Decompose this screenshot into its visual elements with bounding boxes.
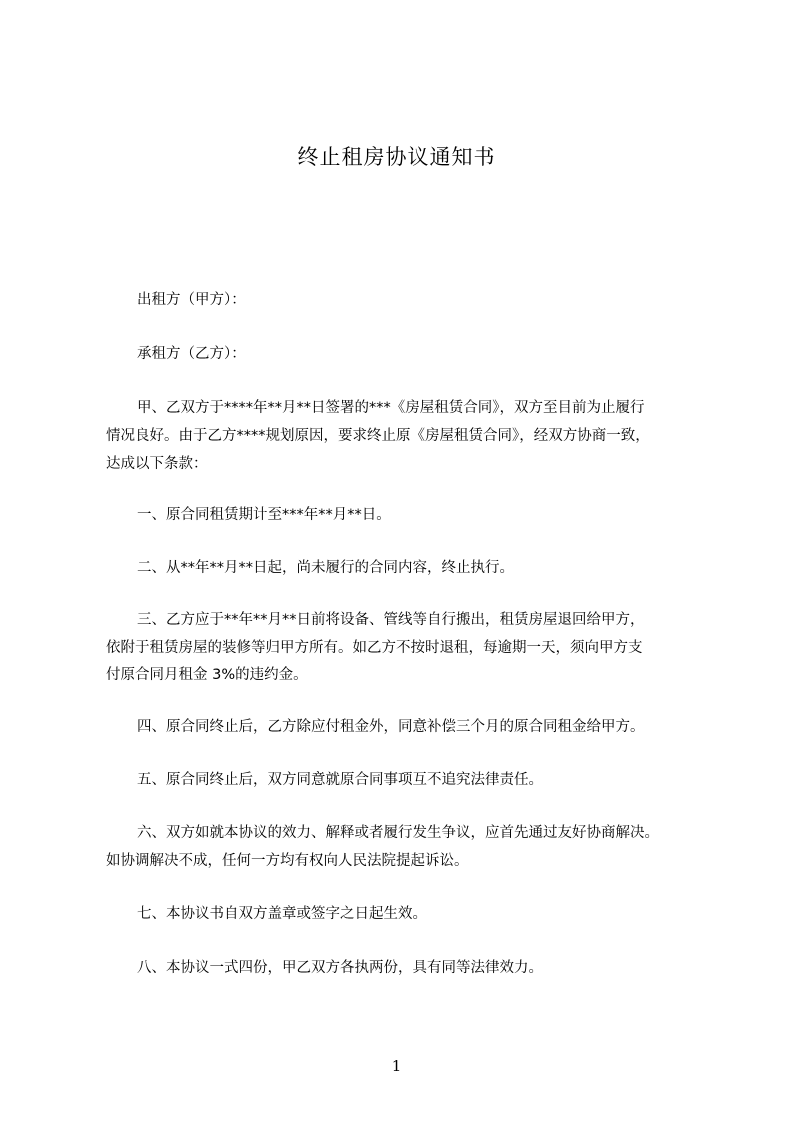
document-title: 终止租房协议通知书 (297, 145, 496, 169)
clause-2: 二、从**年**月**日起，尚未履行的合同内容，终止执行。 (137, 560, 514, 576)
lessor-line: 出租方（甲方）： (137, 292, 246, 308)
clause-3-line-2: 依附于租赁房屋的装修等归甲方所有。如乙方不按时退租，每逾期一天，须向甲方支 (106, 640, 643, 656)
intro-line-3: 达成以下条款： (106, 456, 208, 472)
clause-4: 四、原合同终止后，乙方除应付租金外，同意补偿三个月的原合同租金给甲方。 (137, 719, 645, 735)
clause-6-line-2: 如协调解决不成，任何一方均有权向人民法院提起诉讼。 (106, 853, 469, 869)
clause-8: 八、本协议一式四份，甲乙双方各执两份，具有同等法律效力。 (137, 960, 543, 976)
clause-1: 一、原合同租赁期计至***年**月**日。 (137, 507, 391, 523)
clause-7: 七、本协议书自双方盖章或签字之日起生效。 (137, 906, 427, 922)
intro-line-1: 甲、乙双方于****年**月**日签署的***《房屋租赁合同》，双方至目前为止履行 (137, 400, 645, 416)
intro-line-2: 情况良好。由于乙方****规划原因，要求终止原《房屋租赁合同》，经双方协商一致， (106, 428, 650, 444)
clause-6-line-1: 六、双方如就本协议的效力、解释或者履行发生争议，应首先通过友好协商解决。 (137, 825, 659, 841)
page-number: 1 (391, 1057, 402, 1075)
lessee-line: 承租方（乙方）： (137, 346, 246, 362)
clause-3-line-1: 三、乙方应于**年**月**日前将设备、管线等自行搬出，租赁房屋退回给甲方， (137, 612, 645, 628)
clause-5: 五、原合同终止后，双方同意就原合同事项互不追究法律责任。 (137, 772, 543, 788)
clause-3-line-3: 付原合同月租金 3%的违约金。 (106, 667, 308, 683)
